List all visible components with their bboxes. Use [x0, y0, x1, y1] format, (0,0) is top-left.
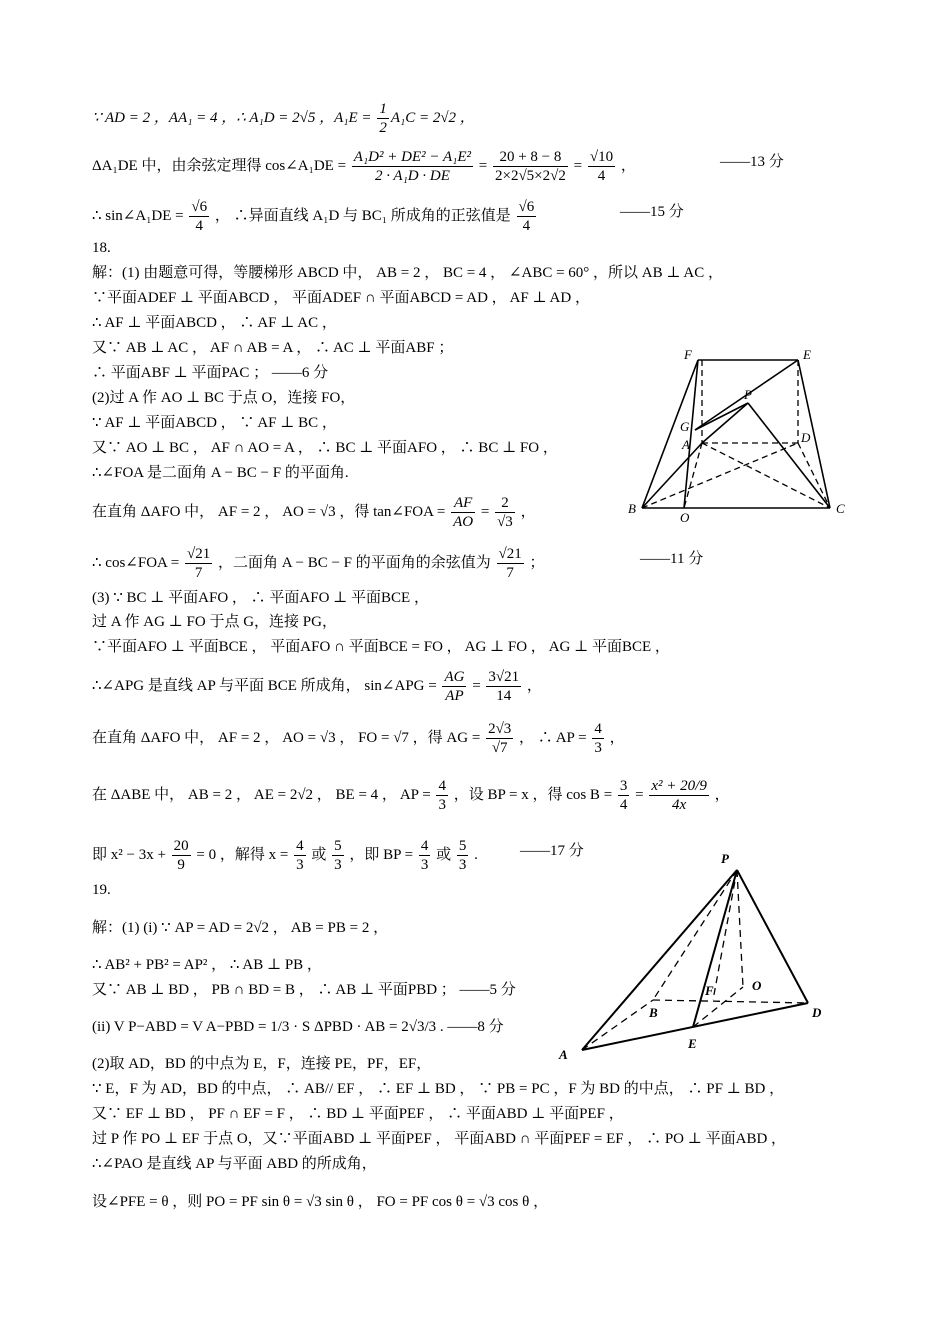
frac: $\frac{√10}{4}$	[589, 149, 614, 184]
line-s16: 在直角 ΔAFO 中， AF = 2 ， AO = √3 ， FO = √7 ，得 AG = $\frac{2√3}{√7}$ ， ∴ AP = $\frac{4}{3}$ ，	[92, 721, 625, 756]
frac: $\frac{\text{A₁D² + DE² − A₁E²}}{\text{2 · A₁D · DE}}$	[353, 149, 472, 184]
label-E: E	[688, 1036, 697, 1051]
line-s7: ∵ AF ⊥ 平面ABCD ， ∵ AF ⊥ BC ，	[92, 415, 337, 431]
edge-DC	[798, 443, 830, 508]
edge-PE	[693, 870, 737, 1027]
label-D: D	[801, 430, 811, 445]
line-t4: (ii) V P−ABD = V A−PBD = 1/3 · S ΔPBD · AB = 2√3/3 . ——8 分	[92, 1019, 504, 1035]
line-t8: 过 P 作 PO ⊥ EF 于点 O，又∵平面ABD ⊥ 平面PEF ， 平面ABD ∩ 平面PEF = EF ， ∴ PO ⊥ 平面ABD ，	[92, 1131, 787, 1147]
edge-PO	[737, 870, 743, 987]
line-s6: (2)过 A 作 AO ⊥ BC 于点 O，连接 FO，	[92, 390, 356, 406]
line-s17: 在 ΔABE 中， AB = 2 ， AE = 2√2 ， BE = 4 ， AP = $\frac{4}{3}$ ，设 BP = x ，得 cos B = $\frac{3}{4}$ = $\frac{\text{x² + 20/9}}{4x}$ ，	[92, 778, 730, 813]
line-t3: 又∵ AB ⊥ BD ， PB ∩ BD = B ， ∴ AB ⊥ 平面PBD ； ——5 分	[92, 982, 516, 998]
line-s9: ∴∠FOA 是二面角 A − BC − F 的平面角.	[92, 465, 349, 481]
label-P: P	[721, 851, 729, 866]
frac: $\frac{3√21}{14}$	[488, 669, 520, 704]
score-15: ——15 分	[620, 204, 684, 220]
line-t10: 设∠PFE = θ ，则 PO = PF sin θ = √3 sin θ ， FO = PF cos θ = √3 cos θ ，	[92, 1194, 549, 1210]
edge-PC	[748, 403, 830, 508]
edge-PD	[737, 870, 808, 1003]
frac: $\frac{5}{3}$	[334, 838, 342, 873]
edge-BD	[653, 1000, 808, 1003]
line-1: ∵ AD = 2 ，AA₁ = 4 ，∴ A₁D = 2√5 ，A₁E = $\frac{1}{2}$ A₁C = 2√2 ，	[92, 101, 475, 136]
frac: $\frac{√21}{7}$	[498, 546, 522, 581]
score-17: ——17 分	[520, 843, 584, 859]
line-s4: 又∵ AB ⊥ AC ， AF ∩ AB = A ， ∴ AC ⊥ 平面ABF ；	[92, 340, 454, 356]
label-O: O	[752, 978, 762, 993]
label-B: B	[628, 501, 636, 516]
label-A: A	[559, 1047, 568, 1062]
frac: $\frac{1}{2}$	[379, 101, 387, 136]
line-2: ΔA₁DE 中，由余弦定理得 cos∠A₁DE = $\frac{\text{A₁D² + DE² − A₁E²}}{\text{2 · A₁D · DE}}$ = $\frac{20 + 8 - 8}{2\times 2√5\times 2√2}$ = $\frac{√10}{4}$ ，	[92, 149, 636, 184]
line-s10: 在直角 ΔAFO 中， AF = 2 ， AO = √3 ，得 tan∠FOA = $\frac{AF}{AO}$ = $\frac{2}{√3}$ ，	[92, 495, 536, 530]
line-t6: ∵ E，F 为 AD，BD 的中点， ∴ AB// EF ， ∴ EF ⊥ BD ， ∵ PB = PC ，F 为 BD 的中点， ∴ PF ⊥ BD ，	[92, 1081, 785, 1097]
figure-18-diagram	[620, 345, 850, 525]
frac: $\frac{5}{3}$	[458, 838, 467, 873]
frac: $\frac{4}{3}$	[296, 838, 304, 873]
label-G: G	[680, 419, 690, 434]
label-B: B	[649, 1005, 658, 1020]
label-A: A	[682, 437, 690, 452]
line-s1: 解：(1) 由题意可得，等腰梯形 ABCD 中， AB = 2 ， BC = 4 ， ∠ABC = 60° ，所以 AB ⊥ AC ，	[92, 265, 724, 281]
frac: $\frac{√6}{4}$	[518, 199, 535, 234]
label-P: P	[744, 387, 752, 402]
label-F: F	[684, 347, 692, 362]
line-s11: ∴ cos∠FOA = $\frac{√21}{7}$ ，二面角 A − BC − F 的平面角的余弦值为 $\frac{√21}{7}$ ；	[92, 546, 545, 581]
line-s2: ∵平面ADEF ⊥ 平面ABCD ， 平面ADEF ∩ 平面ABCD = AD ， AF ⊥ AD ，	[92, 290, 590, 306]
label-E: E	[803, 347, 811, 362]
label-D: D	[812, 1005, 822, 1020]
line-s12: (3) ∵ BC ⊥ 平面AFO ， ∴ 平面AFO ⊥ 平面BCE ，	[92, 590, 429, 606]
edge-PF	[713, 870, 737, 1000]
label-C: C	[836, 501, 845, 516]
line-t7: 又∵ EF ⊥ BD ， PF ∩ EF = F ， ∴ BD ⊥ 平面PEF ， ∴ 平面ABD ⊥ 平面PEF ，	[92, 1106, 624, 1122]
frac: $\frac{2√3}{√7}$	[488, 721, 512, 756]
edge-FO	[684, 360, 698, 508]
frac: $\frac{3}{4}$	[619, 778, 628, 813]
frac: $\frac{√21}{7}$	[187, 546, 211, 581]
line-s13: 过 A 作 AG ⊥ FO 于点 G，连接 PG，	[92, 614, 337, 630]
frac: $\frac{2}{√3}$	[497, 495, 513, 530]
frac: $\frac{√6}{4}$	[191, 199, 208, 234]
label-F: F	[705, 983, 714, 998]
frac: $\frac{AF}{AO}$	[453, 495, 474, 530]
line-t1: 解：(1) (i) ∵ AP = AD = 2√2 ， AB = PB = 2 ，	[92, 920, 389, 936]
question-18: 18.	[92, 240, 111, 256]
line-s18: 即 x² − 3x + $\frac{20}{9}$ = 0 ，解得 x = $\frac{4}{3}$ 或 $\frac{5}{3}$ ，即 BP = $\frac{4}{3}$ 或 $\frac{5}{3}$ .	[92, 838, 478, 873]
frac: $\frac{\text{x² + 20/9}}{4x}$	[651, 778, 707, 813]
line-s8: 又∵ AO ⊥ BC ， AF ∩ AO = A ， ∴ BC ⊥ 平面AFO ， ∴ BC ⊥ FO ，	[92, 440, 558, 456]
frac: $\frac{4}{3}$	[594, 721, 602, 756]
line-s15: ∴∠APG 是直线 AP 与平面 BCE 所成角， sin∠APG = $\frac{AG}{AP}$ = $\frac{3√21}{14}$ ，	[92, 669, 542, 704]
line-s5: ∴ 平面ABF ⊥ 平面PAC ； ——6 分	[92, 365, 329, 381]
line-s3: ∴ AF ⊥ 平面ABCD ， ∴ AF ⊥ AC ，	[92, 315, 337, 331]
line-3: ∴ sin∠A₁DE = $\frac{√6}{4}$ ， ∴异面直线 A₁D 与 BC₁ 所成角的正弦值是 $\frac{√6}{4}$	[92, 199, 535, 234]
frac: $\frac{20}{9}$	[173, 838, 189, 873]
line-s14: ∵平面AFO ⊥ 平面BCE ， 平面AFO ∩ 平面BCE = FO ， AG ⊥ FO ， AG ⊥ 平面BCE ，	[92, 639, 670, 655]
score-11: ——11 分	[640, 551, 704, 567]
frac: $\frac{4}{3}$	[420, 838, 429, 873]
label-O: O	[680, 510, 690, 525]
line-t2: ∴ AB² + PB² = AP² ， ∴ AB ⊥ PB ，	[92, 957, 322, 973]
frac: $\frac{20 + 8 - 8}{2\times 2√5\times 2√2}$	[494, 149, 566, 184]
question-19: 19.	[92, 882, 111, 898]
line-t5: (2)取 AD，BD 的中点为 E，F，连接 PE，PF，EF，	[92, 1056, 432, 1072]
line-t9: ∴∠PAO 是直线 AP 与平面 ABD 的所成角，	[92, 1156, 377, 1172]
score-13: ——13 分	[720, 154, 784, 170]
frac: $\frac{4}{3}$	[438, 778, 446, 813]
figure-19-diagram	[555, 850, 835, 1060]
frac: $\frac{AG}{AP}$	[444, 669, 465, 704]
